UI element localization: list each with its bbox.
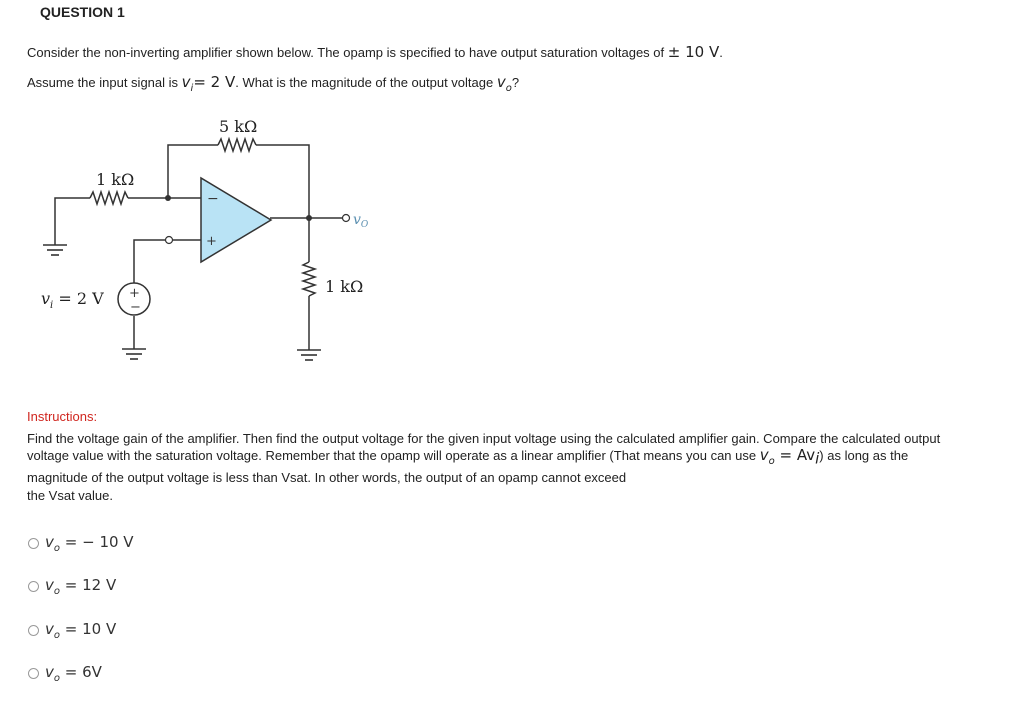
source-plus: + xyxy=(129,286,140,301)
option-label: $v_o = 10$ V xyxy=(45,620,117,641)
answer-option-2[interactable] xyxy=(28,576,116,597)
feedback-resistor-zigzag xyxy=(218,139,256,151)
junction-dot xyxy=(306,215,312,221)
load-resistor-zigzag xyxy=(303,262,315,296)
ground-symbol xyxy=(297,350,321,360)
option-label: $v_o = 6V$ xyxy=(45,663,102,684)
answer-option-3[interactable] xyxy=(28,620,116,641)
input-resistor-label: 1 kΩ xyxy=(96,170,135,189)
input-terminal xyxy=(166,237,173,244)
instructions-text: Find the voltage gain of the amplifier. Then find the output voltage for the given input voltage using the calculated amplifier gain. Compare the calculated output voltage value with the saturation voltage. Remember that the opamp will operate as a linear amplifier (That means you can use $v_o = Av_i$) as long as the magnitude of the output voltage is less than Vsat. In other words, the output of an opamp cannot exceed xyxy=(27,431,941,485)
ground-symbol xyxy=(122,349,146,359)
output-terminal xyxy=(343,215,350,222)
option-label: $v_o$ = − 10 V xyxy=(45,533,134,554)
answer-option-1[interactable] xyxy=(28,533,134,554)
source-label: $v_i = 2$ V xyxy=(41,289,104,311)
feedback-resistor-label: 5 kΩ xyxy=(219,117,258,136)
junction-dot xyxy=(165,195,171,201)
instructions-label: Instructions: xyxy=(27,409,98,424)
output-label: $v_O$ xyxy=(353,212,369,230)
radio-button[interactable] xyxy=(28,581,39,592)
source-minus: − xyxy=(130,300,141,315)
answer-option-4[interactable] xyxy=(28,663,102,684)
input-var: $v_i$ xyxy=(181,73,194,94)
load-resistor-label: 1 kΩ xyxy=(325,277,364,296)
radio-button[interactable] xyxy=(28,538,39,549)
radio-button[interactable] xyxy=(28,625,39,636)
instr-vo: $v_o$ xyxy=(759,446,775,467)
question-line-1-text: Consider the non-inverting amplifier shown below. The opamp is specified to have output saturation voltages of xyxy=(27,45,668,60)
input-value: = 2 V xyxy=(193,73,236,91)
opamp-minus-sign: − xyxy=(207,191,219,207)
question-line-2-mid: . What is the magnitude of the output voltage xyxy=(235,75,497,90)
question-line-1-end: . xyxy=(719,45,723,60)
output-var: $v_o$ xyxy=(496,73,512,94)
ground-symbol xyxy=(43,245,67,255)
instructions-tail: the Vsat value. xyxy=(27,488,113,503)
saturation-value: ± 10 V xyxy=(667,43,720,61)
opamp-plus-sign: + xyxy=(206,234,217,249)
radio-button[interactable] xyxy=(28,668,39,679)
question-title: QUESTION 1 xyxy=(40,4,125,20)
question-line-2-prefix: Assume the input signal is xyxy=(27,75,182,90)
option-label: $v_o = 12$ V xyxy=(45,576,117,597)
question-line-2-end: ? xyxy=(511,75,520,90)
input-resistor-zigzag xyxy=(90,192,128,204)
